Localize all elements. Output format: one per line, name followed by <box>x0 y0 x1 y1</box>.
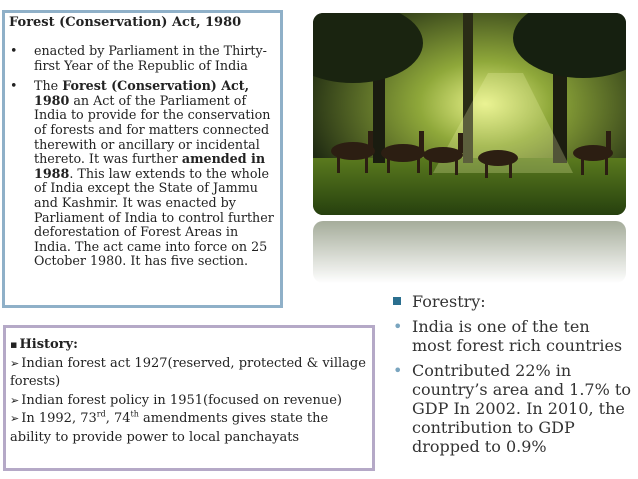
act-title: Forest (Conservation) Act, 1980 <box>9 15 242 30</box>
history-heading <box>10 336 368 355</box>
act-box <box>2 10 283 308</box>
h3-sup1: rd <box>96 409 106 419</box>
act-bullet-description <box>9 79 276 269</box>
history-head-text: History: <box>19 337 78 352</box>
h3-a: In 1992, 73 <box>21 411 97 426</box>
history-box <box>3 325 375 471</box>
act-bullet-enacted <box>9 44 276 73</box>
act-bullets <box>9 44 276 269</box>
act-bullet-enacted-text: enacted by Parliament in the Thirty-first Year of the Republic of India <box>34 43 267 73</box>
forestry-point-1-text: India is one of the ten most forest rich countries <box>412 317 623 355</box>
reflection-svg <box>313 221 626 283</box>
forestry-point-1 <box>392 317 632 355</box>
forestry-section <box>392 292 632 462</box>
desc-post: . This law extends to the whole of India except the State of Jammu and Kashmir. It was enacted by Parliament of India to control further deforestation of Forest Areas in India. The act came into force on 25 October 1980. It has five section. <box>34 165 274 269</box>
arrow-bullet-icon: ➢ <box>10 393 20 407</box>
forestry-heading <box>392 292 632 311</box>
h3-c: amendments gives state the ability to provide power to local panchayats <box>10 411 329 445</box>
arrow-bullet-icon: ➢ <box>10 412 20 425</box>
forestry-point-2-text: Contributed 22% in country’s area and 1.7% to GDP In 2002. In 2010, the contribution to GDP dropped to 0.9% <box>412 361 631 456</box>
forestry-head-text: Forestry: <box>412 292 486 311</box>
desc-amended: amended in 1988 <box>34 151 266 181</box>
history-item-2 <box>10 392 368 411</box>
h3-sup2: th <box>130 409 139 419</box>
arrow-bullet-icon: ➢ <box>10 356 20 370</box>
history-item-3 <box>10 410 368 447</box>
desc-mid: an Act of the Parliament of India to provide for the conservation of forests and for matters connected therewith or ancillary or incidental thereto. It was further <box>34 92 271 167</box>
square-bullet-icon: ▪ <box>10 338 18 351</box>
photo-reflection <box>313 221 626 283</box>
history-item-1-text: Indian forest act 1927(reserved, protected & village forests) <box>10 355 366 389</box>
desc-pre: The <box>34 78 63 94</box>
h3-b: , 74 <box>105 411 131 426</box>
desc-act-name: Forest (Conservation) Act, 1980 <box>34 78 250 108</box>
history-item-2-text: Indian forest policy in 1951(focused on revenue) <box>21 392 342 408</box>
forestry-point-2 <box>392 361 632 456</box>
history-item-1 <box>10 355 368 392</box>
forest-deer-photo <box>313 13 626 215</box>
forest-photo-svg <box>313 13 626 215</box>
